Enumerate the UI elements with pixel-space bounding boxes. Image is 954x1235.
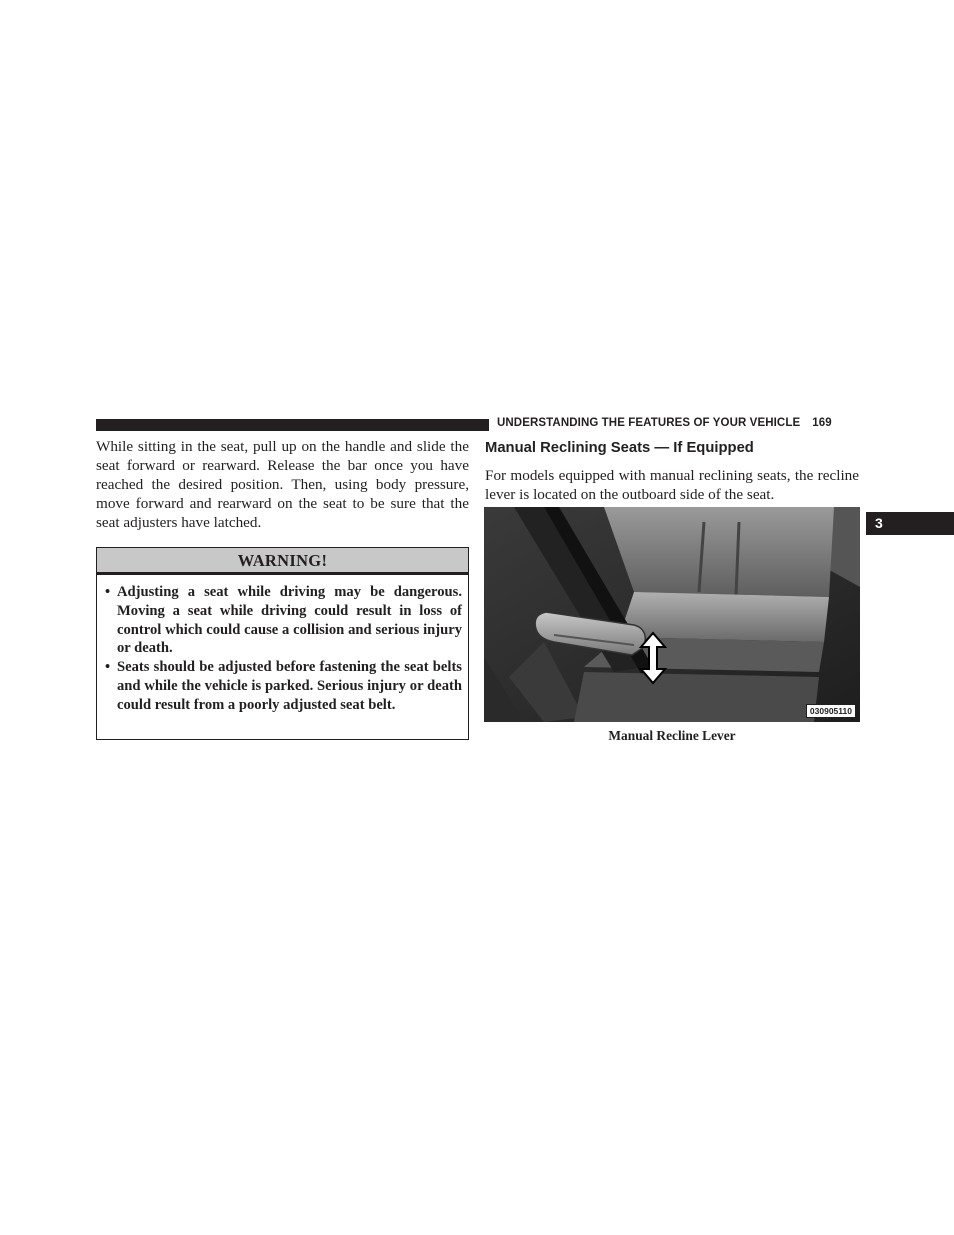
warning-list xyxy=(97,575,468,715)
warning-item xyxy=(105,583,462,658)
bullet-icon: • xyxy=(105,659,111,676)
seat-adjust-paragraph: While sitting in the seat, pull up on the handle and slide the seat forward or rearward. Release the bar once you have reached the desired position. Then, using body pressure, move forward and rearward on the seat to be sure that the seat adjusters have latched. xyxy=(96,438,469,531)
running-header xyxy=(497,417,859,429)
recline-paragraph: For models equipped with manual reclining seats, the recline lever is located on the outboard side of the seat. xyxy=(485,467,859,503)
warning-box xyxy=(96,547,469,740)
section-heading: Manual Reclining Seats — If Equipped xyxy=(485,440,754,456)
figure-id: 030905110 xyxy=(806,704,856,718)
header-rule xyxy=(96,419,489,431)
page-number: 169 xyxy=(812,417,832,429)
left-column xyxy=(96,438,469,533)
warning-item-text: Adjusting a seat while driving may be dangerous. Moving a seat while driving could result in loss of control which could cause a collision and serious injury or death. xyxy=(117,584,462,657)
section-title: UNDERSTANDING THE FEATURES OF YOUR VEHICLE xyxy=(497,417,801,429)
chapter-tab: 3 xyxy=(866,512,954,535)
bullet-icon: • xyxy=(105,584,111,600)
seat-drawing xyxy=(484,507,860,722)
right-column xyxy=(485,438,859,505)
warning-item xyxy=(105,658,462,714)
figure-caption: Manual Recline Lever xyxy=(608,728,736,743)
warning-title: WARNING! xyxy=(97,548,468,575)
warning-item-text: Seats should be adjusted before fastening the seat belts and while the vehicle is parked. Serious injury or death could result from a poorly adjusted seat belt. xyxy=(117,659,462,713)
seat-illustration xyxy=(484,507,860,722)
